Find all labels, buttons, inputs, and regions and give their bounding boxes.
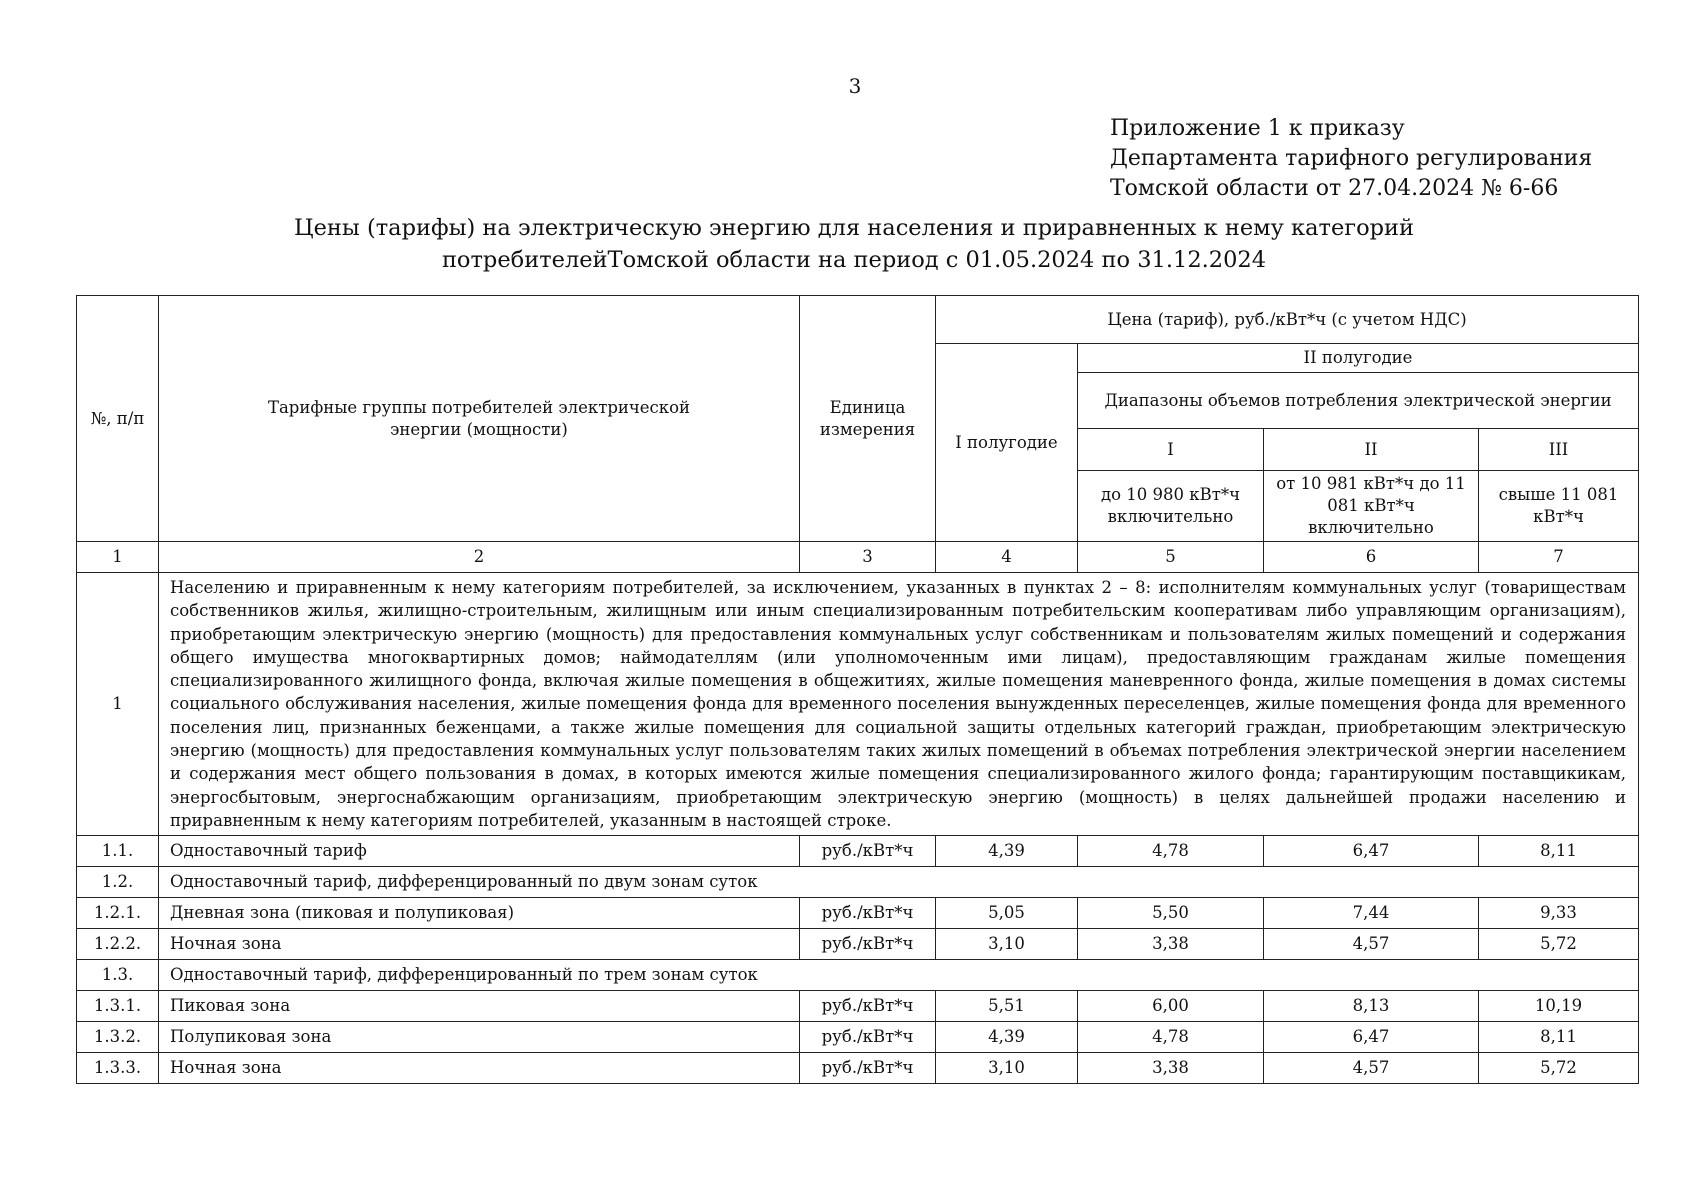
row-unit: руб./кВт*ч	[800, 836, 936, 867]
row-unit: руб./кВт*ч	[800, 898, 936, 929]
col-number-3: 3	[800, 542, 936, 573]
column-numbers-row	[77, 542, 1639, 573]
row-first-half: 4,39	[936, 1022, 1078, 1053]
row-range-ii: 8,13	[1264, 991, 1479, 1022]
appendix-line-3: Томской области от 27.04.2024 № 6-66	[1110, 176, 1559, 201]
table-row	[77, 929, 1639, 960]
row-range-iii: 8,11	[1479, 1022, 1639, 1053]
row-name: Одноставочный тариф	[159, 836, 800, 867]
row-range-iii: 10,19	[1479, 991, 1639, 1022]
row-first-half: 5,05	[936, 898, 1078, 929]
row-num: 1.2.2.	[77, 929, 159, 960]
row-unit: руб./кВт*ч	[800, 1053, 936, 1084]
header-ranges: Диапазоны объемов потребления электрической энергии	[1078, 373, 1639, 429]
col-number-7: 7	[1479, 542, 1639, 573]
row-name: Ночная зона	[159, 929, 800, 960]
table-row	[77, 1022, 1639, 1053]
row-num: 1.2.	[77, 867, 159, 898]
table-row	[77, 960, 1639, 991]
section-1-num: 1	[77, 573, 159, 836]
header-range-i: I	[1078, 429, 1264, 471]
section-1-row	[77, 573, 1639, 836]
row-range-iii: 9,33	[1479, 898, 1639, 929]
row-range-iii: 8,11	[1479, 836, 1639, 867]
row-range-i: 3,38	[1078, 1053, 1264, 1084]
row-range-i: 3,38	[1078, 929, 1264, 960]
row-name: Одноставочный тариф, дифференцированный по двум зонам суток	[159, 867, 1639, 898]
row-first-half: 3,10	[936, 929, 1078, 960]
document-title-line-1: Цены (тарифы) на электрическую энергию для населения и приравненных к нему категорий	[293, 215, 1415, 241]
appendix-line-1: Приложение 1 к приказу	[1110, 116, 1405, 141]
row-num: 1.3.	[77, 960, 159, 991]
appendix-header	[1110, 114, 1592, 204]
row-first-half: 3,10	[936, 1053, 1078, 1084]
row-num: 1.3.3.	[77, 1053, 159, 1084]
row-range-i: 6,00	[1078, 991, 1264, 1022]
row-name: Одноставочный тариф, дифференцированный по трем зонам суток	[159, 960, 1639, 991]
header-num: №, п/п	[77, 296, 159, 542]
col-number-4: 4	[936, 542, 1078, 573]
row-unit: руб./кВт*ч	[800, 991, 936, 1022]
row-first-half: 4,39	[936, 836, 1078, 867]
row-range-ii: 6,47	[1264, 836, 1479, 867]
row-range-ii: 7,44	[1264, 898, 1479, 929]
header-range-ii: II	[1264, 429, 1479, 471]
table-row	[77, 867, 1639, 898]
row-range-ii: 6,47	[1264, 1022, 1479, 1053]
row-num: 1.3.2.	[77, 1022, 159, 1053]
header-second-half: II полугодие	[1078, 344, 1639, 373]
row-range-ii: 4,57	[1264, 1053, 1479, 1084]
section-1-text: Населению и приравненным к нему категориям потребителей, за исключением, указанных в пунктах 2 – 8: исполнителям коммунальных услуг (товариществам собственников жилья, жилищно-строительным, жилищным или иным специализированным потребительским кооперативам либо управляющим организациям), приобретающим электрическую энергию (мощность) для предоставления коммунальных услуг собственникам и пользователям жилых помещений и содержания общего имущества многоквартирных домов; наймодателлям (или уполномоченным ими лицам), предоставляющим гражданам жилые помещения специализированного жилищного фонда, включая жилые помещения в общежитиях, жилые помещения маневренного фонда, жилые помещения в домах системы социального обслуживания населения, жилые помещения фонда для временного поселения вынужденных переселенцев, жилые помещения фонда для временного поселения лиц, признанных беженцами, а также жилые помещения для социальной защиты отдельных категорий граждан, приобретающим электрическую энергию (мощность) для предоставления коммунальных услуг пользователям таких жилых помещений в объемах потребления электрической энергии населением и содержания мест общего пользования в домах, в которых имеются жилые помещения специализированного жилого фонда; гарантирующим поставщикикам, энергосбытовым, энергоснабжающим организациям, приобретающим электрическую энергию (мощность) в целях дальнейшей продажи населению и приравненным к нему категориям потребителей, указанным в настоящей строке.	[159, 573, 1639, 836]
col-number-5: 5	[1078, 542, 1264, 573]
row-num: 1.3.1.	[77, 991, 159, 1022]
row-range-i: 4,78	[1078, 1022, 1264, 1053]
tariffs-table	[76, 295, 1639, 1084]
row-num: 1.2.1.	[77, 898, 159, 929]
row-range-iii: 5,72	[1479, 1053, 1639, 1084]
document-title-line-2: потребителейТомской области на период с 01.05.2024 по 31.12.2024	[441, 247, 1267, 273]
document-title	[60, 212, 1648, 276]
row-num: 1.1.	[77, 836, 159, 867]
row-name: Дневная зона (пиковая и полупиковая)	[159, 898, 800, 929]
row-range-i: 5,50	[1078, 898, 1264, 929]
col-number-2: 2	[159, 542, 800, 573]
row-first-half: 5,51	[936, 991, 1078, 1022]
header-price: Цена (тариф), руб./кВт*ч (с учетом НДС)	[936, 296, 1639, 344]
header-tariff-groups: Тарифные группы потребителей электрической энергии (мощности)	[159, 296, 800, 542]
table-row	[77, 991, 1639, 1022]
row-name: Пиковая зона	[159, 991, 800, 1022]
table-row	[77, 1053, 1639, 1084]
row-range-ii: 4,57	[1264, 929, 1479, 960]
header-unit: Единица измерения	[800, 296, 936, 542]
col-number-6: 6	[1264, 542, 1479, 573]
col-number-1: 1	[77, 542, 159, 573]
header-range-iii: III	[1479, 429, 1639, 471]
row-name: Полупиковая зона	[159, 1022, 800, 1053]
table-row	[77, 836, 1639, 867]
row-name: Ночная зона	[159, 1053, 800, 1084]
table-row	[77, 898, 1639, 929]
header-range-ii-desc: от 10 981 кВт*ч до 11 081 кВт*ч включительно	[1264, 471, 1479, 542]
page-number: 3	[848, 74, 862, 98]
appendix-line-2: Департамента тарифного регулирования	[1110, 146, 1593, 171]
header-range-iii-desc: свыше 11 081 кВт*ч	[1479, 471, 1639, 542]
header-range-i-desc: до 10 980 кВт*ч включительно	[1078, 471, 1264, 542]
row-range-i: 4,78	[1078, 836, 1264, 867]
row-unit: руб./кВт*ч	[800, 1022, 936, 1053]
row-unit: руб./кВт*ч	[800, 929, 936, 960]
row-range-iii: 5,72	[1479, 929, 1639, 960]
header-first-half: I полугодие	[936, 344, 1078, 542]
